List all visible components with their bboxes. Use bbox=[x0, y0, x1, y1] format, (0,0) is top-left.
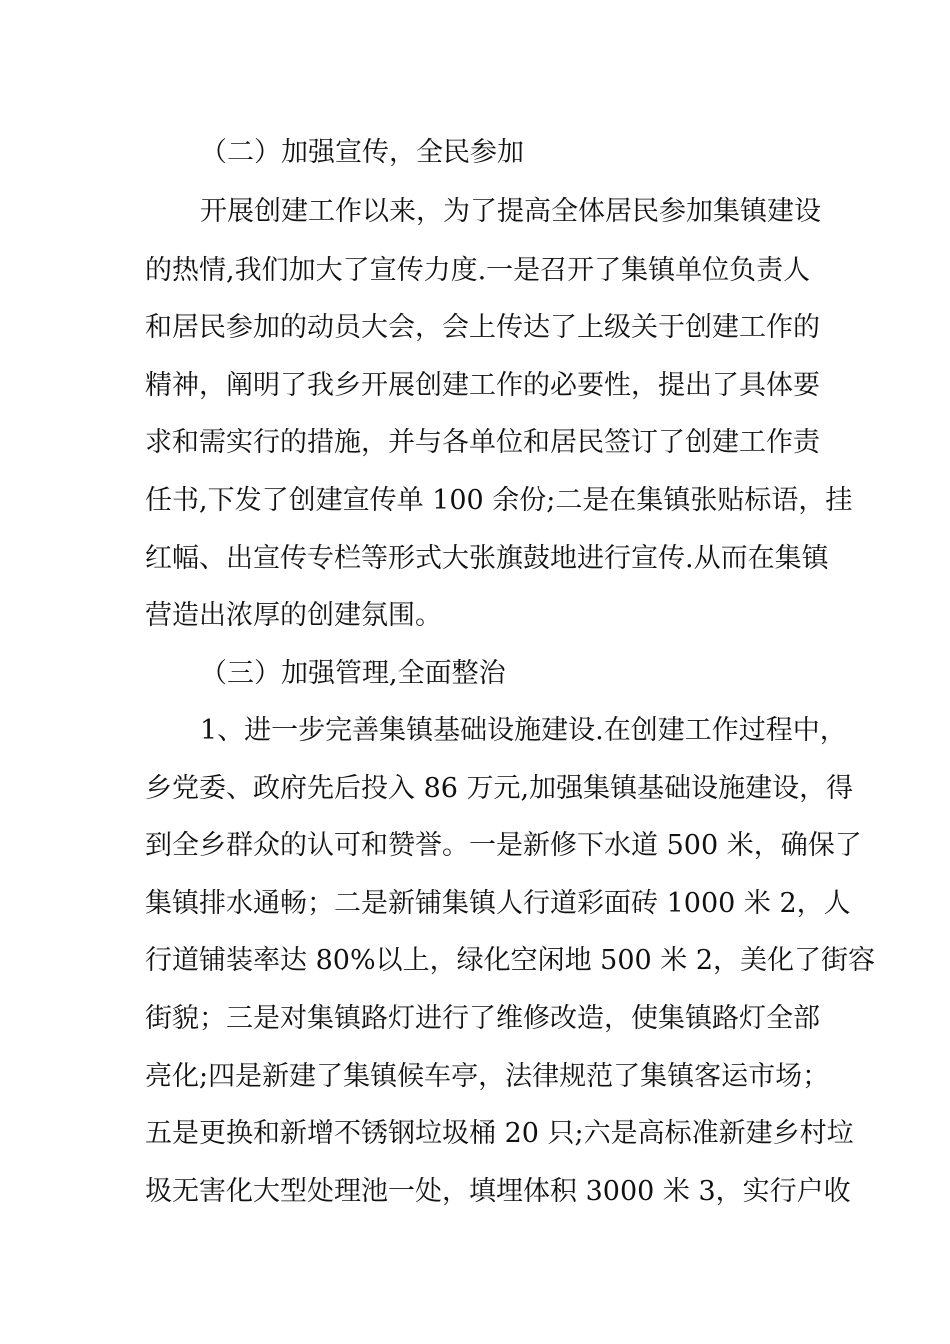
paragraph-line: 乡党委、政府先后投入 86 万元,加强集镇基础设施建设，得 bbox=[145, 773, 854, 804]
paragraph-line: 红幅、出宣传专栏等形式大张旗鼓地进行宣传.从而在集镇 bbox=[145, 543, 829, 574]
paragraph-line: 求和需实行的措施，并与各单位和居民签订了创建工作责 bbox=[145, 427, 820, 458]
paragraph-line: 集镇排水通畅；二是新铺集镇人行道彩面砖 1000 米 2，人 bbox=[145, 888, 851, 919]
section-heading-3: （三）加强管理,全面整治 bbox=[200, 658, 506, 689]
paragraph-line: 行道铺装率达 80%以上，绿化空闲地 500 米 2，美化了街容 bbox=[145, 945, 876, 976]
paragraph-line: 和居民参加的动员大会，会上传达了上级关于创建工作的 bbox=[145, 312, 820, 343]
paragraph-line: 任书,下发了创建宣传单 100 余份;二是在集镇张贴标语，挂 bbox=[145, 485, 853, 516]
paragraph-line: 营造出浓厚的创建氛围。 bbox=[145, 600, 442, 631]
paragraph-line: 圾无害化大型处理池一处，填埋体积 3000 米 3，实行户收 bbox=[145, 1176, 851, 1207]
section-heading-2: （二）加强宣传，全民参加 bbox=[200, 137, 524, 168]
paragraph-line: 街貌；三是对集镇路灯进行了维修改造，使集镇路灯全部 bbox=[145, 1003, 820, 1034]
paragraph-line: 1、进一步完善集镇基础设施建设.在创建工作过程中， bbox=[200, 715, 847, 746]
paragraph-line: 的热情,我们加大了宣传力度.一是召开了集镇单位负责人 bbox=[145, 255, 811, 286]
paragraph-line: 五是更换和新增不锈钢垃圾桶 20 只;六是高标准新建乡村垃 bbox=[145, 1118, 854, 1149]
paragraph-line: 精神，阐明了我乡开展创建工作的必要性，提出了具体要 bbox=[145, 370, 820, 401]
paragraph-line: 到全乡群众的认可和赞誉。一是新修下水道 500 米，确保了 bbox=[145, 830, 862, 861]
paragraph-line: 亮化;四是新建了集镇候车亭，法律规范了集镇客运市场； bbox=[145, 1061, 830, 1092]
paragraph-line: 开展创建工作以来，为了提高全体居民参加集镇建设 bbox=[200, 196, 821, 227]
